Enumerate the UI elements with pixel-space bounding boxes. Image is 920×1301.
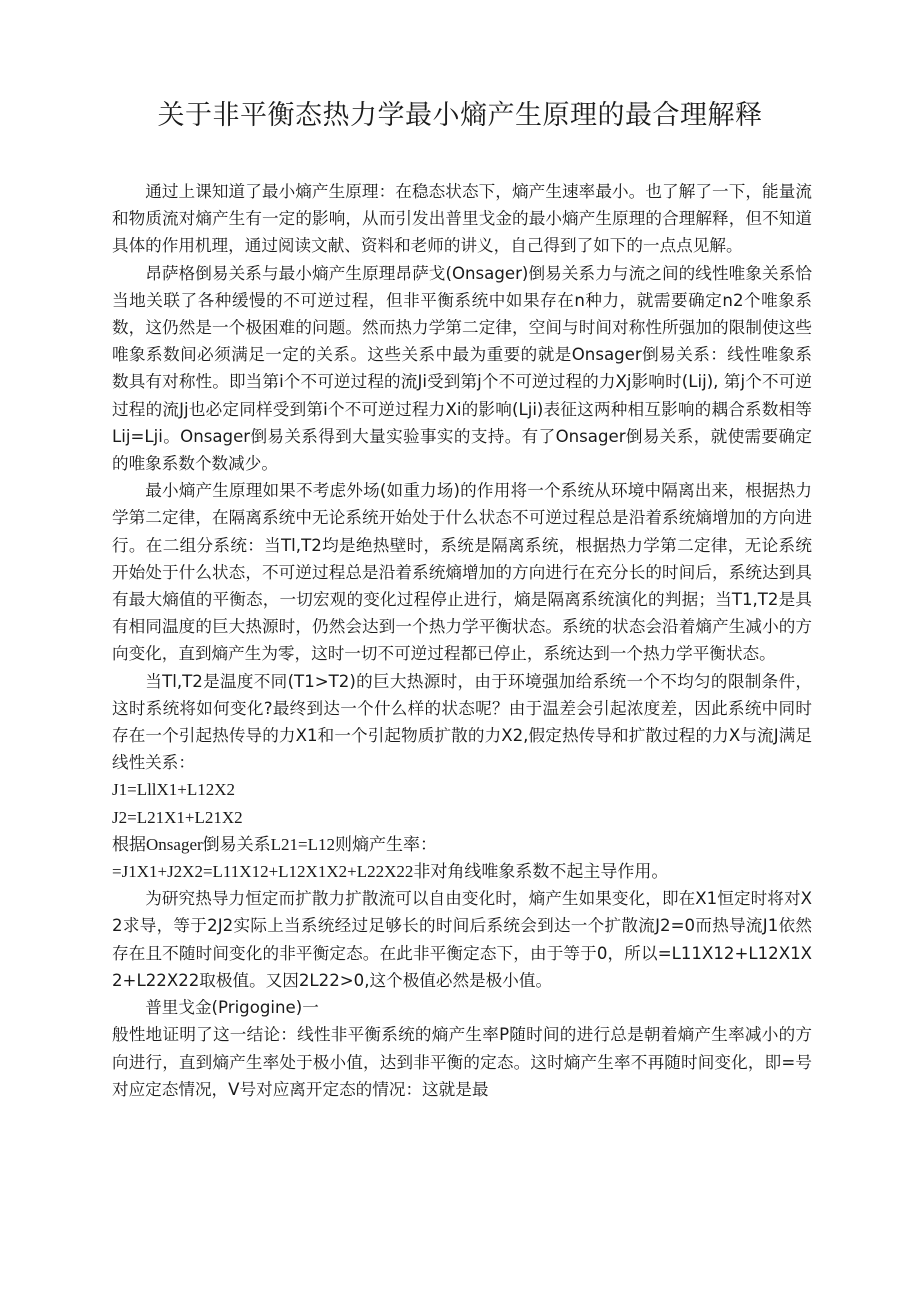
paragraph-prigogine-heading: 普里戈金(Prigogine)一: [145, 998, 319, 1018]
paragraph-intro: 通过上课知道了最小熵产生原理：在稳态状态下，熵产生速率最小。也了解了一下，能量流和物质流对熵产生有一定的影响，从而引发出普里戈金的最小熵产生原理的合理解释，但不知道具体的作用机理，通过阅读文献、资料和老师的讲义，自己得到了如下的一点点见解。: [112, 182, 812, 256]
paragraph-steady-state: 为研究热导力恒定而扩散力扩散流可以自由变化时，熵产生如果变化，即在X1恒定时将对X2求导，等于2J2实际上当系统经过足够长的时间后系统会到达一个扩散流J2=0而热导流J1依然存在且不随时间变化的非平衡定态。在此非平衡定态下，由于等于0，所以=L11X12+L12X1X2+L22X22取极值。又因2L22>0,这个极值必然是极小值。: [112, 889, 812, 990]
formula-j1: J1=LllX1+L12X2: [112, 780, 236, 800]
document-title: 关于非平衡态热力学最小熵产生原理的最合理解释: [157, 100, 763, 131]
formula-entropy-rate: =J1X1+J2X2=L11X12+L12X1X2+L22X22非对角线唯象系数不起主导作用。: [112, 862, 669, 882]
paragraph-onsager: 昂萨格倒易关系与最小熵产生原理昂萨戈(Onsager)倒易关系力与流之间的线性唯象关系恰当地关联了各种缓慢的不可逆过程，但非平衡系统中如果存在n种力，就需要确定n2个唯象系数，这仍然是一个极困难的问题。然而热力学第二定律，空间与时间对称性所强加的限制使这些唯象系数间必须满足一定的关系。这些关系中最为重要的就是Onsager倒易关系：线性唯象系数具有对称性。即当第i个不可逆过程的流Ji受到第j个不可逆过程的力Xj影响时(Lij), 第j个不可逆过程的流Jj也必定同样受到第i个不可逆过程力Xi的影响(Lji)表征这两种相互影响的耦合系数相等Lij=Lji。Onsager倒易关系得到大量实验事实的支持。有了Onsager倒易关系，就使需要确定的唯象系数个数减少。: [112, 263, 812, 474]
paragraph-min-entropy: 最小熵产生原理如果不考虑外场(如重力场)的作用将一个系统从环境中隔离出来，根据热力学第二定律，在隔离系统中无论系统开始处于什么状态不可逆过程总是沿着系统熵增加的方向进行。在二组分系统：当Tl,T2均是绝热壁时，系统是隔离系统，根据热力学第二定律，无论系统开始处于什么状态，不可逆过程总是沿着系统熵增加的方向进行在充分长的时间后，系统达到具有最大熵值的平衡态，一切宏观的变化过程停止进行，熵是隔离系统演化的判据；当T1,T2是具有相同温度的巨大热源时，仍然会达到一个热力学平衡状态。系统的状态会沿着熵产生减小的方向变化，直到熵产生为零，这时一切不可逆过程都已停止，系统达到一个热力学平衡状态。: [112, 481, 812, 664]
formula-j2: J2=L21X1+L21X2: [112, 807, 243, 827]
paragraph-heat-sources: 当Tl,T2是温度不同(T1>T2)的巨大热源时，由于环境强加给系统一个不均匀的限制条件，这时系统将如何变化?最终到达一个什么样的状态呢？由于温差会引起浓度差，因此系统中同时存在一个引起热传导的力X1和一个引起物质扩散的力X2,假定热传导和扩散过程的力X与流J满足线性关系：: [112, 671, 812, 773]
document-body: [112, 178, 812, 1103]
paragraph-prigogine-conclusion: 般性地证明了这一结论：线性非平衡系统的熵产生率P随时间的进行总是朝着熵产生率减小的方向进行，直到熵产生率处于极小值，达到非平衡的定态。这时熵产生率不再随时间变化，即=号对应定态情况，V号对应离开定态的情况：这就是最: [112, 1025, 812, 1099]
formula-onsager-relation: 根据Onsager倒易关系L21=L12则熵产生率：: [112, 834, 437, 854]
